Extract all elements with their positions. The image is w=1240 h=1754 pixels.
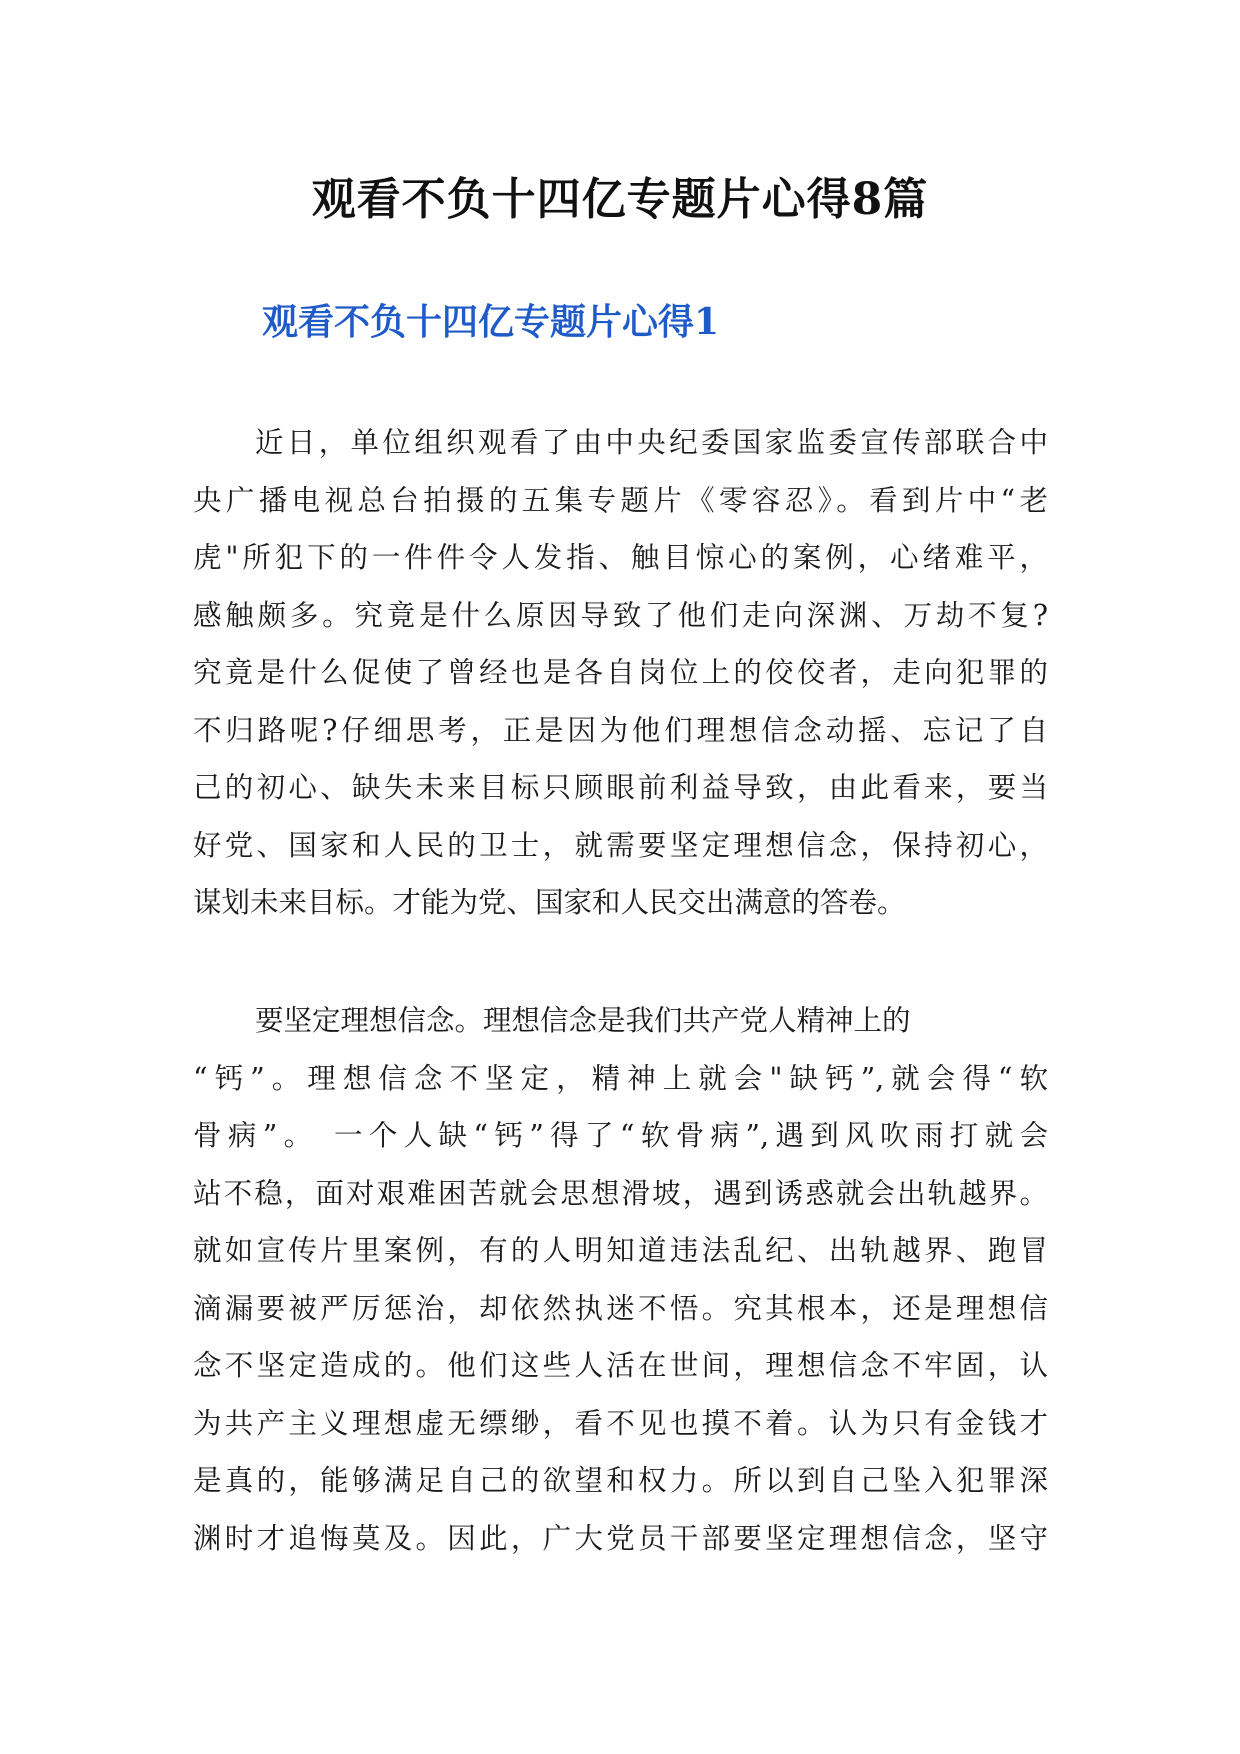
- paragraph-line: 就如宣传片里案例，有的人明知道违法乱纪、出轨越界、跑冒: [193, 1234, 1048, 1267]
- paragraph-line: 己的初心、缺失未来目标只顾眼前利益导致，由此看来，要当: [193, 771, 1048, 804]
- paragraph-line: 骨病”。 一个人缺“钙”得了“软骨病”,遇到风吹雨打就会: [193, 1119, 1048, 1152]
- paragraph-line: 央广播电视总台拍摄的五集专题片《零容忍》。看到片中“老: [193, 483, 1048, 517]
- paragraph-line: 念不坚定造成的。他们这些人活在世间，理想信念不牢固，认: [193, 1349, 1048, 1382]
- paragraph-line: 感触颇多。究竟是什么原因导致了他们走向深渊、万劫不复?: [193, 598, 1048, 632]
- paragraph-line: 渊时才追悔莫及。因此，广大党员干部要坚定理想信念，坚守: [193, 1521, 1048, 1555]
- paragraph-line: 为共产主义理想虚无缥缈，看不见也摸不着。认为只有金钱才: [193, 1406, 1048, 1440]
- paragraph-2: [193, 992, 1048, 1567]
- paragraph-line: 究竟是什么促使了曾经也是各自岗位上的佼佼者，走向犯罪的: [193, 656, 1048, 689]
- paragraph-line: 近日，单位组织观看了由中央纪委国家监委宣传部联合中: [255, 426, 1048, 459]
- paragraph-line: “钙”。理想信念不坚定，精神上就会"缺钙”,就会得“软: [193, 1061, 1048, 1095]
- paragraph-line: 站不稳，面对艰难困苦就会思想滑坡，遇到诱惑就会出轨越界。: [193, 1176, 1048, 1210]
- paragraph-1: [193, 414, 1048, 932]
- paragraph-line: 滴漏要被严厉惩治，却依然执迷不悟。究其根本，还是理想信: [193, 1291, 1048, 1325]
- paragraph-line: 不归路呢?仔细思考，正是因为他们理想信念动摇、忘记了自: [193, 713, 1048, 747]
- section-heading: 观看不负十四亿专题片心得1: [262, 301, 720, 343]
- paragraph-line: 是真的，能够满足自己的欲望和权力。所以到自己坠入犯罪深: [193, 1464, 1048, 1497]
- paragraph-line: 要坚定理想信念。理想信念是我们共产党人精神上的: [255, 1004, 911, 1037]
- paragraph-line: 谋划未来目标。才能为党、国家和人民交出满意的答卷。: [193, 886, 906, 919]
- paragraph-line: 好党、国家和人民的卫士，就需要坚定理想信念，保持初心，: [193, 828, 1048, 862]
- paragraph-line: 虎"所犯下的一件件令人发指、触目惊心的案例，心绪难平，: [193, 541, 1048, 574]
- document-title: 观看不负十四亿专题片心得8篇: [311, 174, 929, 225]
